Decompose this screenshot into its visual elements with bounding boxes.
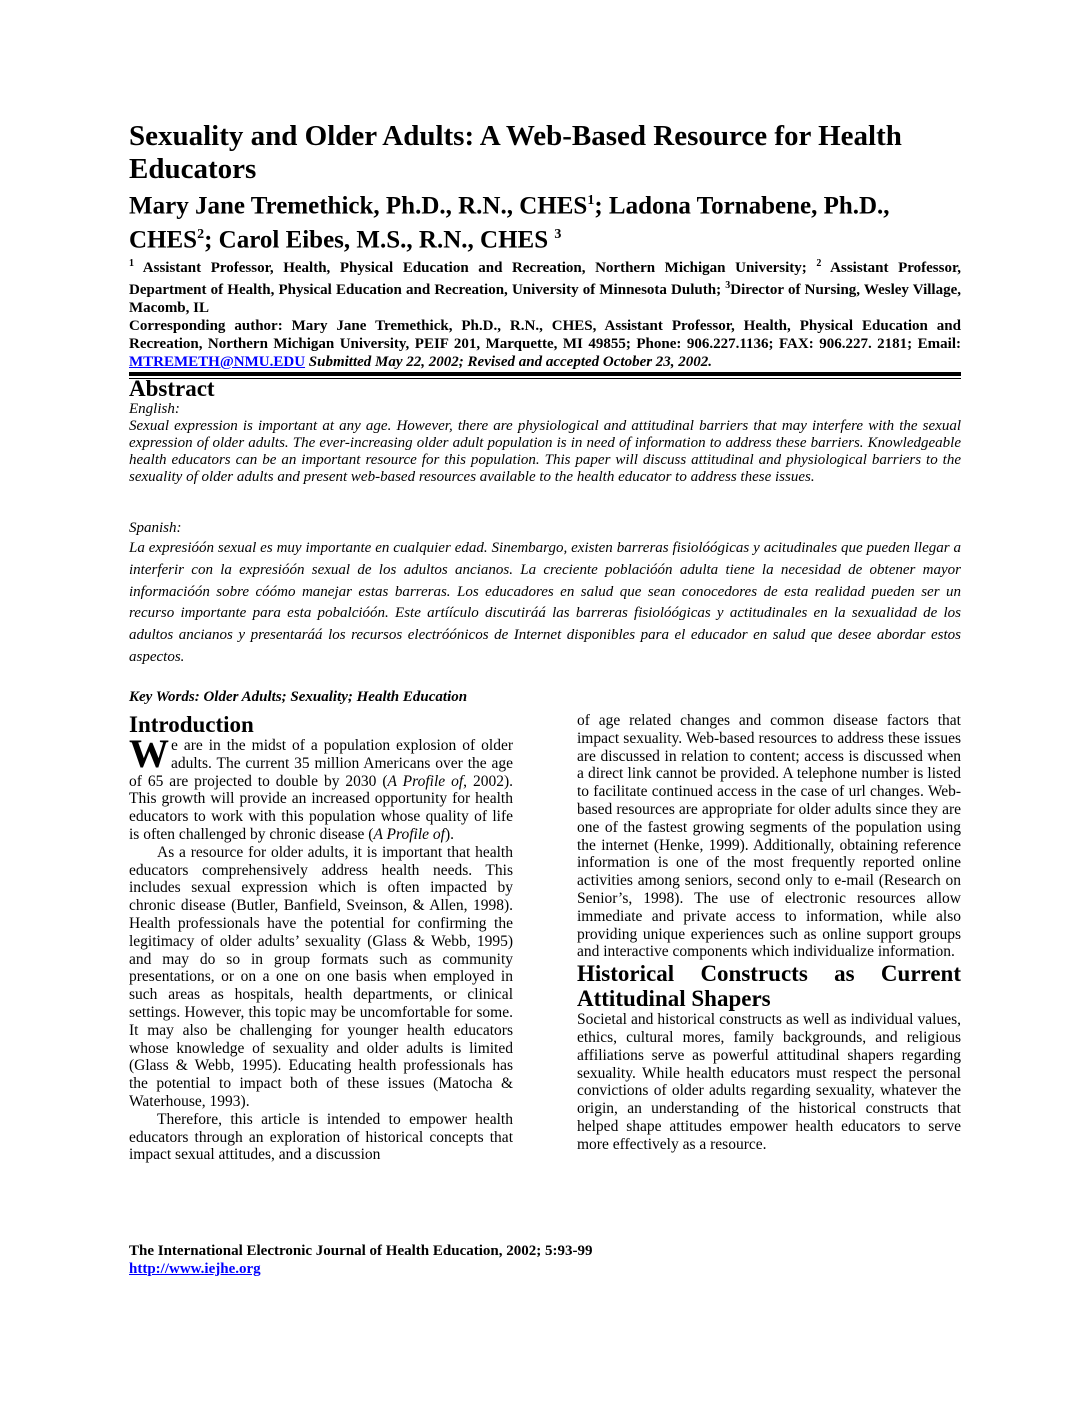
journal-citation: The International Electronic Journal of Health Education, 2002; 5:93-99 <box>129 1243 593 1259</box>
english-label: English: <box>129 401 180 417</box>
affil-3-num: 3 <box>725 279 731 291</box>
drop-cap: W <box>129 731 169 776</box>
historical-paragraph-1: Societal and historical constructs as well as individual values, ethics, cultural mores, family backgrounds, and religious affiliations serve as powerful attitudinal shapers regarding sexuality. While health educators must respect the personal convictions of older adults regarding sexuality, whatever the origin, an understanding of the historical constructs that helped shape attitudes empower health educators to serve more effectively as a resource. <box>577 1011 961 1153</box>
introduction-heading: Introduction <box>129 712 254 737</box>
intro-paragraph-2: As a resource for older adults, it is important that health educators comprehensively address health needs. This includes sexual expression which is often impacted by chronic disease (Butler, Banfield, Sveinson, & Allen, 1998). Health professionals have the potential for confirming the legitimacy of older adults’ sexuality (Glass & Webb, 1995) and may do so in group formats such as community presentations, or on a one on one basis when employed in such areas as hospitals, health departments, or clinical settings. However, this topic may be uncomfortable for some. It may also be challenging for younger health educators whose knowledge of sexuality and older adults is limited (Glass & Webb, 1995). Educating health professionals has the potential to impact both of these issues (Matocha & Waterhouse, 1993). <box>129 843 513 1110</box>
affil-1-num: 1 <box>129 257 134 269</box>
historical-heading-line-1: Historical Constructs as Current <box>577 961 961 987</box>
citation: A Profile of <box>387 772 464 790</box>
abstract-english: Sexual expression is important at any age. However, there are physiological and attitudinal barriers that may interfere with the sexual expression of older adults. The ever-increasing older adult population is in need of information to address these barriers. Knowledgeable health educators can be an important resource for this population. This paper will discuss attitudinal and physiological barriers to the sexuality of older adults and present web-based resources available to the health educator to address these issues. <box>129 418 961 485</box>
affiliations <box>129 255 961 317</box>
intro-paragraph-continued: of age related changes and common disease factors that impact sexuality. Web-based resources to address these issues are discussed in relation to content; access is discussed when a direct link cannot be provided. A telephone number is listed to facilitate continued access in the case of url changes. Web-based resources are appropriate for older adults since they are one of the fastest growing segments of the population using the internet (Henke, 1999). Additionally, obtaining reference information is one of the most frequently reported online activities among seniors, second only to e-mail (Research on Senior’s, 1998). The use of electronic resources allow immediate and private access to information, while also providing unique experiences such as online support groups and interactive components which individualize information. <box>577 712 961 961</box>
intro-paragraph-1: We are in the midst of a population explosion of older adults. The current 35 million Americans over the age of 65 are projected to double by 2030 (A Profile of, 2002). This growth will provide an increased opportunity for health educators to work with this population whose quality of life is often challenged by chronic disease (A Profile of). <box>129 731 514 843</box>
abstract-heading: Abstract <box>129 376 215 401</box>
author-2: Ladona Tornabene, Ph.D., CHES <box>129 192 890 254</box>
spanish-label: Spanish: <box>129 520 182 536</box>
affil-2-num: 2 <box>816 257 822 269</box>
affil-2: Assistant Professor, Department of Health, Physical Education and Recreation, University of Minnesota Duluth; <box>129 259 961 298</box>
affil-3: Director of Nursing, Wesley Village, Macomb, IL <box>129 281 961 316</box>
submission-dates: Submitted May 22, 2002; Revised and accepted October 23, 2002. <box>305 353 713 370</box>
abstract-rule-thick <box>129 372 961 376</box>
citation: A Profile of <box>373 825 445 843</box>
keywords: Key Words: Older Adults; Sexuality; Health Education <box>129 689 468 705</box>
author-3: Carol Eibes, M.S., R.N., CHES <box>218 226 555 254</box>
paper-title: Sexuality and Older Adults: A Web-Based Resource for Health Educators <box>129 120 902 185</box>
author-1: Mary Jane Tremethick, Ph.D., R.N., CHES <box>129 192 588 220</box>
author-1-sup: 1 <box>587 193 595 208</box>
corresponding-author <box>129 317 961 371</box>
author-sep-2: ; <box>204 226 219 254</box>
journal-url-link[interactable]: http://www.iejhe.org <box>129 1261 261 1277</box>
corresponding-text: Corresponding author: Mary Jane Tremethick, Ph.D., R.N., CHES, Assistant Professor, Health, Physical Education and Recreation, Northern Michigan University, PEIF 201, Marquette, MI 49855; Phone: 906.227.1136; FAX: 906.227. 2181; Email: <box>129 317 961 352</box>
historical-heading-line-2: Attitudinal Shapers <box>577 986 771 1012</box>
author-sep-1: ; <box>594 192 609 220</box>
author-list <box>129 186 961 255</box>
paper-page <box>129 120 961 1277</box>
left-column <box>129 712 513 1164</box>
author-3-sup: 3 <box>554 227 562 243</box>
right-column <box>577 712 961 1154</box>
author-2-sup: 2 <box>197 227 205 243</box>
email-link[interactable]: MTREMETH@NMU.EDU <box>129 353 306 370</box>
abstract-spanish: La expresióón sexual es muy importante en cualquier edad. Sinembargo, existen barreras fisiolóógicas y acitudinales que pueden llegar a interferir con la expresióón sexual de los adultos ancianos. La creciente poblacióón adulta tiene la necesidad de obtener mayor informacióón sobre cóómo manejar estas barreras. Los educadores en salud que sean conocedores de esta realidad pueden ser un recurso importante para esta pobalcióón. Este artíículo discutiráá las barreras fisiolóógicas y actitudinales en la sexualidad de los adultos ancianos y presentaráá los recursos electróónicos de Internet disponibles para el educador en salud que desee abordar estos aspectos. <box>129 540 961 665</box>
abstract-rule-thin <box>129 378 961 379</box>
page-footer <box>129 1242 592 1278</box>
affil-1: Assistant Professor, Health, Physical Education and Recreation, Northern Michigan University; <box>134 259 817 276</box>
intro-paragraph-3: Therefore, this article is intended to empower health educators through an exploration of historical concepts that impact sexual attitudes, and a discussion <box>129 1110 513 1164</box>
